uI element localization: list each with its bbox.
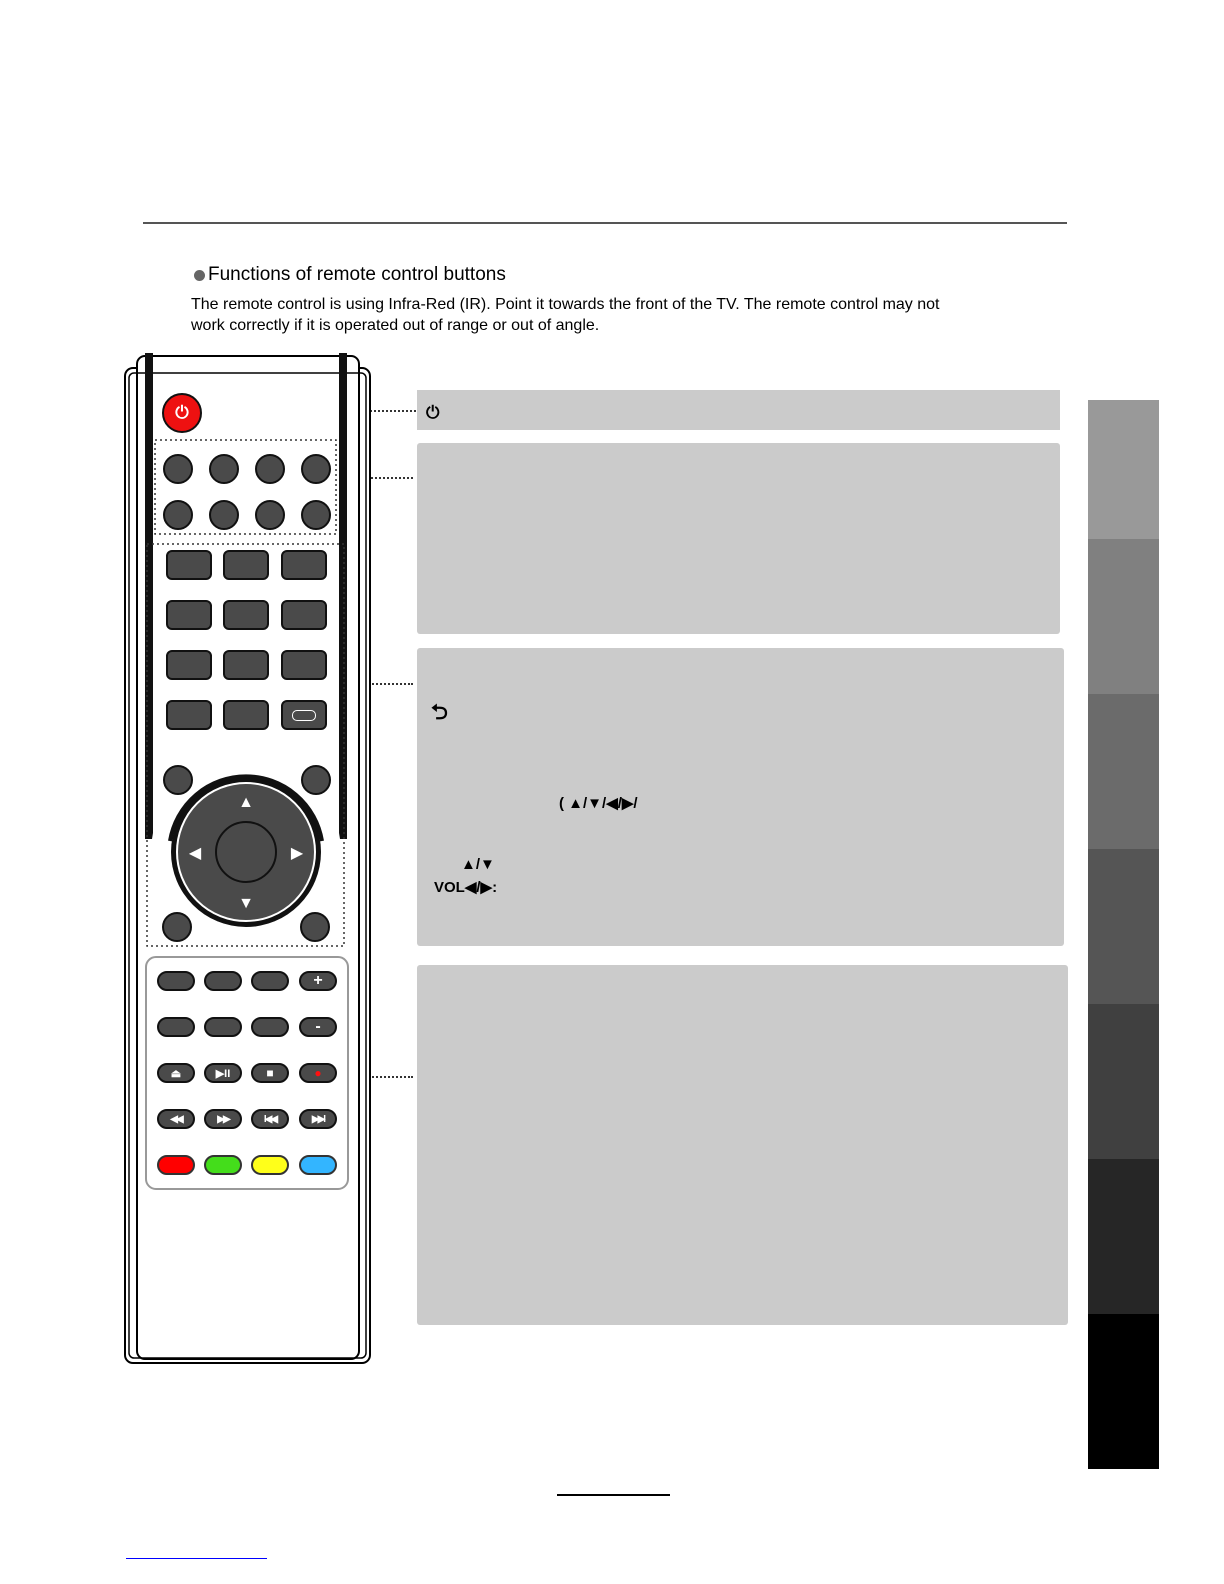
remote-power-button[interactable] xyxy=(162,393,202,433)
remote-number-key[interactable] xyxy=(223,700,269,730)
remote-number-key[interactable] xyxy=(223,600,269,630)
power-icon: ⏻ xyxy=(426,403,440,422)
remote-function-button[interactable] xyxy=(204,1017,242,1037)
input-buttons-description-panel xyxy=(417,443,1060,634)
remote-round-button[interactable] xyxy=(255,454,285,484)
navigation-description-panel xyxy=(417,648,1064,946)
dpad-ok-button[interactable] xyxy=(216,822,276,882)
footer-link-underline[interactable] xyxy=(126,1558,267,1559)
chapter-tab-7 xyxy=(1088,1314,1159,1469)
remote-green-button[interactable] xyxy=(204,1155,242,1175)
remote-number-key[interactable] xyxy=(223,550,269,580)
return-icon: ⮌ xyxy=(431,701,448,724)
remote-function-button[interactable] xyxy=(251,971,289,991)
remote-round-button[interactable] xyxy=(209,454,239,484)
dpad-right-button[interactable]: ▶ xyxy=(290,845,304,862)
nav-arrows-label: ( ▲/▼/◀/▶/ xyxy=(559,795,638,812)
media-description-panel xyxy=(417,965,1068,1325)
remote-minus-button[interactable]: - xyxy=(299,1017,337,1037)
remote-plus-button[interactable]: + xyxy=(299,971,337,991)
chapter-tab-4 xyxy=(1088,849,1159,1004)
remote-record-button[interactable]: ● xyxy=(299,1063,337,1083)
dpad-up-button[interactable]: ▲ xyxy=(238,794,254,811)
remote-stop-button[interactable]: ■ xyxy=(251,1063,289,1083)
remote-number-key[interactable] xyxy=(166,650,212,680)
remote-menu-button[interactable] xyxy=(163,765,193,795)
intro-line-2: work correctly if it is operated out of range or out of angle. xyxy=(191,317,600,334)
remote-corner-button[interactable] xyxy=(300,912,330,942)
remote-number-key[interactable] xyxy=(166,700,212,730)
power-description-panel xyxy=(417,390,1060,430)
remote-fast-forward-button[interactable]: ▶▶ xyxy=(204,1109,242,1129)
remote-next-button[interactable]: ▶▶I xyxy=(299,1109,337,1129)
remote-play-pause-button[interactable]: ▶II xyxy=(204,1063,242,1083)
chapter-tab-3 xyxy=(1088,694,1159,849)
remote-number-key[interactable] xyxy=(223,650,269,680)
remote-round-button[interactable] xyxy=(163,500,193,530)
remote-return-button[interactable] xyxy=(281,700,327,730)
remote-round-button[interactable] xyxy=(301,454,331,484)
chapter-tab-1 xyxy=(1088,400,1159,539)
volume-label: VOL◀/▶: xyxy=(434,879,498,896)
chapter-tab-2 xyxy=(1088,539,1159,694)
remote-round-button[interactable] xyxy=(301,500,331,530)
remote-function-button[interactable] xyxy=(204,971,242,991)
header-rule xyxy=(143,222,1067,224)
remote-power-icon: ⏻ xyxy=(175,403,189,422)
remote-number-key[interactable] xyxy=(281,650,327,680)
remote-corner-button[interactable] xyxy=(162,912,192,942)
remote-number-key[interactable] xyxy=(166,550,212,580)
remote-round-button[interactable] xyxy=(255,500,285,530)
remote-function-button[interactable] xyxy=(157,1017,195,1037)
remote-previous-button[interactable]: I◀◀ xyxy=(251,1109,289,1129)
remote-red-button[interactable] xyxy=(157,1155,195,1175)
remote-eject-button[interactable]: ⏏ xyxy=(157,1063,195,1083)
dpad-down-button[interactable]: ▼ xyxy=(238,895,254,912)
channel-arrows-label: ▲/▼ xyxy=(461,856,495,873)
remote-exit-button[interactable] xyxy=(301,765,331,795)
chapter-tab-5 xyxy=(1088,1004,1159,1159)
chapter-tab-6 xyxy=(1088,1159,1159,1314)
remote-number-key[interactable] xyxy=(166,600,212,630)
remote-rewind-button[interactable]: ◀◀ xyxy=(157,1109,195,1129)
remote-number-key[interactable] xyxy=(281,600,327,630)
bullet-icon xyxy=(194,270,205,281)
remote-round-button[interactable] xyxy=(163,454,193,484)
remote-function-button[interactable] xyxy=(251,1017,289,1037)
remote-function-button[interactable] xyxy=(157,971,195,991)
remote-number-key[interactable] xyxy=(281,550,327,580)
section-title-text: Functions of remote control buttons xyxy=(208,264,506,285)
remote-blue-button[interactable] xyxy=(299,1155,337,1175)
return-icon xyxy=(292,710,316,721)
dpad-left-button[interactable]: ◀ xyxy=(188,845,202,862)
intro-line-1: The remote control is using Infra-Red (IR). Point it towards the front of the TV. The remote control may not xyxy=(191,296,940,313)
remote-yellow-button[interactable] xyxy=(251,1155,289,1175)
remote-round-button[interactable] xyxy=(209,500,239,530)
section-title xyxy=(194,264,506,286)
remote-control xyxy=(124,353,371,1364)
page-number-rule xyxy=(557,1494,670,1496)
